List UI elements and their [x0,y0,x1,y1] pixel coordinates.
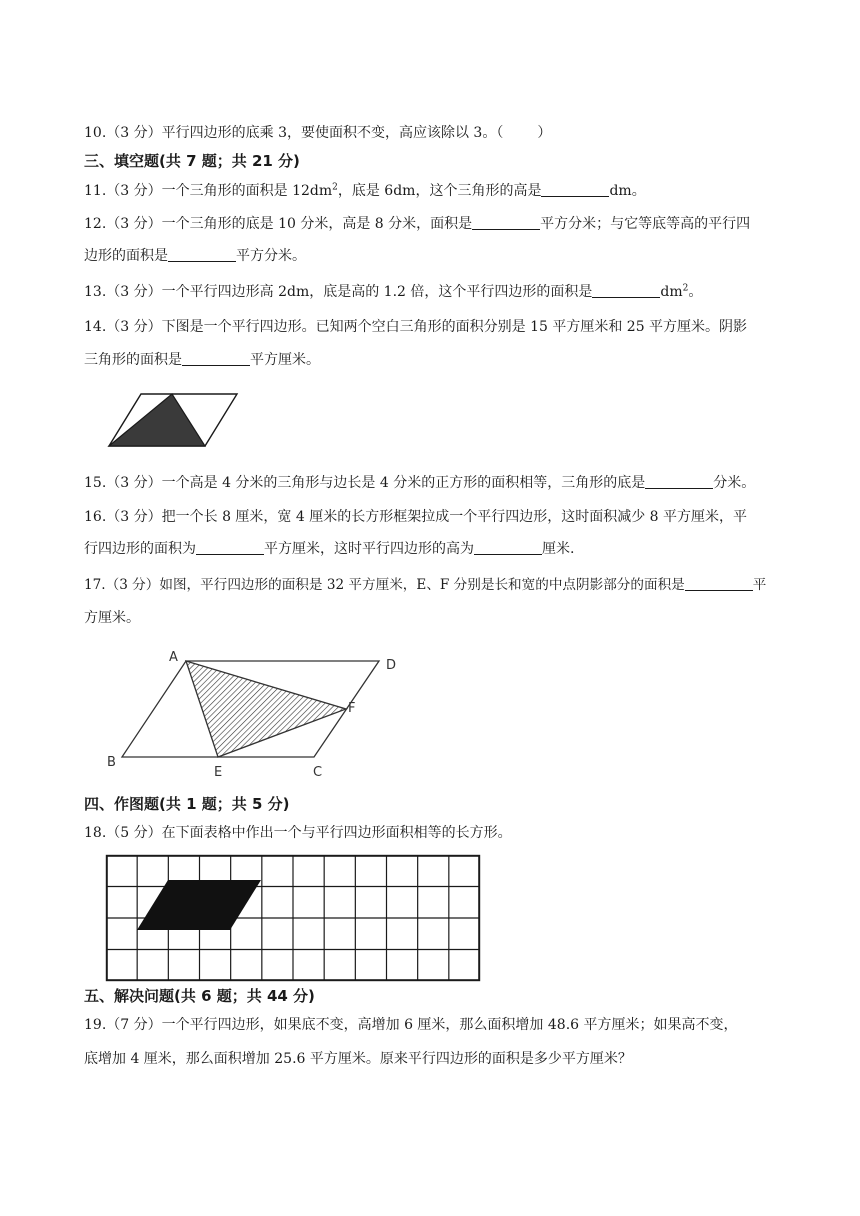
question-12-line2-pre: 边形的面积是 [84,248,168,264]
question-11 [84,182,804,200]
parallelogram-figure-17 [100,645,410,780]
question-16-line2-post: 厘米. [542,541,575,557]
question-13-post: dm [660,284,683,300]
question-12-line-2 [84,247,804,265]
question-10-close: ） [537,125,552,141]
label-e: E [214,765,223,780]
hatched-triangle [186,661,346,757]
answer-blank-13[interactable] [592,283,660,298]
question-19-line-2: 底增加 4 厘米，那么面积增加 25.6 平方厘米。原来平行四边形的面积是多少平方厘米？ [84,1051,632,1067]
question-19-line-1: 19.（7 分）一个平行四边形，如果底不变，高增加 6 厘米，那么面积增加 48.6 平方厘米；如果高不变， [84,1017,738,1033]
question-14-line2-post: 平方厘米。 [250,352,320,368]
question-13-sup: 2 [682,283,689,294]
question-11-post: dm。 [609,183,646,199]
question-17-post: 平 [752,577,767,593]
section-5-heading: 五、解决问题(共 6 题；共 44 分) [84,987,315,1005]
question-17-pre: 17.（3 分）如图，平行四边形的面积是 32 平方厘米，E、F 分别是长和宽的中点阴影部分的面积是 [84,577,685,593]
question-12-line-1 [84,215,804,233]
question-13-pre: 13.（3 分）一个平行四边形高 2dm，底是高的 1.2 倍，这个平行四边形的面积是 [84,284,593,300]
question-16-line-2 [84,540,804,558]
answer-blank-16a[interactable] [196,540,264,555]
question-16-line2-pre: 行四边形的面积为 [84,541,196,557]
question-17-line-2: 方厘米。 [84,610,140,626]
question-13-end: 。 [688,284,703,300]
question-15 [84,474,804,492]
question-10 [84,124,804,142]
answer-blank-12b[interactable] [168,247,236,262]
question-11-pre: 11.（3 分）一个三角形的面积是 12dm [84,183,333,199]
question-15-pre: 15.（3 分）一个高是 4 分米的三角形与边长是 4 分米的正方形的面积相等，三角形的底是 [84,475,646,491]
question-15-post: 分米。 [713,475,756,491]
answer-blank-17[interactable] [685,576,753,591]
question-12-line2-post: 平方分米。 [236,248,306,264]
question-12-pre: 12.（3 分）一个三角形的底是 10 分米，高是 8 分米，面积是 [84,216,473,232]
question-14-line-1: 14.（3 分）下图是一个平行四边形。已知两个空白三角形的面积分别是 15 平方厘米和 25 平方厘米。阴影 [84,319,748,335]
label-d: D [386,658,397,673]
label-f: F [348,701,356,716]
question-16-line2-mid: 平方厘米，这时平行四边形的高为 [264,541,474,557]
answer-blank-11[interactable] [541,182,609,197]
question-11-sup: 2 [332,182,338,193]
answer-blank-16b[interactable] [474,540,542,555]
black-parallelogram [137,880,261,930]
answer-blank-14[interactable] [182,351,250,366]
section-4-heading: 四、作图题(共 1 题；共 5 分) [84,795,290,813]
label-b: B [107,755,116,770]
question-16-line-1: 16.（3 分）把一个长 8 厘米，宽 4 厘米的长方形框架拉成一个平行四边形，这时面积减少 8 平方厘米，平 [84,509,748,525]
drawing-grid[interactable] [106,855,480,981]
question-14-line2-pre: 三角形的面积是 [84,352,182,368]
question-17-line-1 [84,576,804,594]
label-c: C [313,765,323,780]
question-13 [84,283,804,301]
parallelogram-figure-14 [100,388,245,452]
question-12-mid: 平方分米；与它等底等高的平行四 [540,216,751,232]
answer-blank-15[interactable] [645,474,713,489]
answer-blank-12a[interactable] [472,215,540,230]
question-18: 18.（5 分）在下面表格中作出一个与平行四边形面积相等的长方形。 [84,825,512,841]
label-a: A [169,650,178,665]
question-11-mid: ，底是 6dm，这个三角形的高是 [337,183,542,199]
section-3-heading: 三、填空题(共 7 题；共 21 分) [84,152,300,170]
question-10-text: 10.（3 分）平行四边形的底乘 3，要使面积不变，高应该除以 3。（ [84,125,504,141]
question-14-line-2 [84,351,804,369]
